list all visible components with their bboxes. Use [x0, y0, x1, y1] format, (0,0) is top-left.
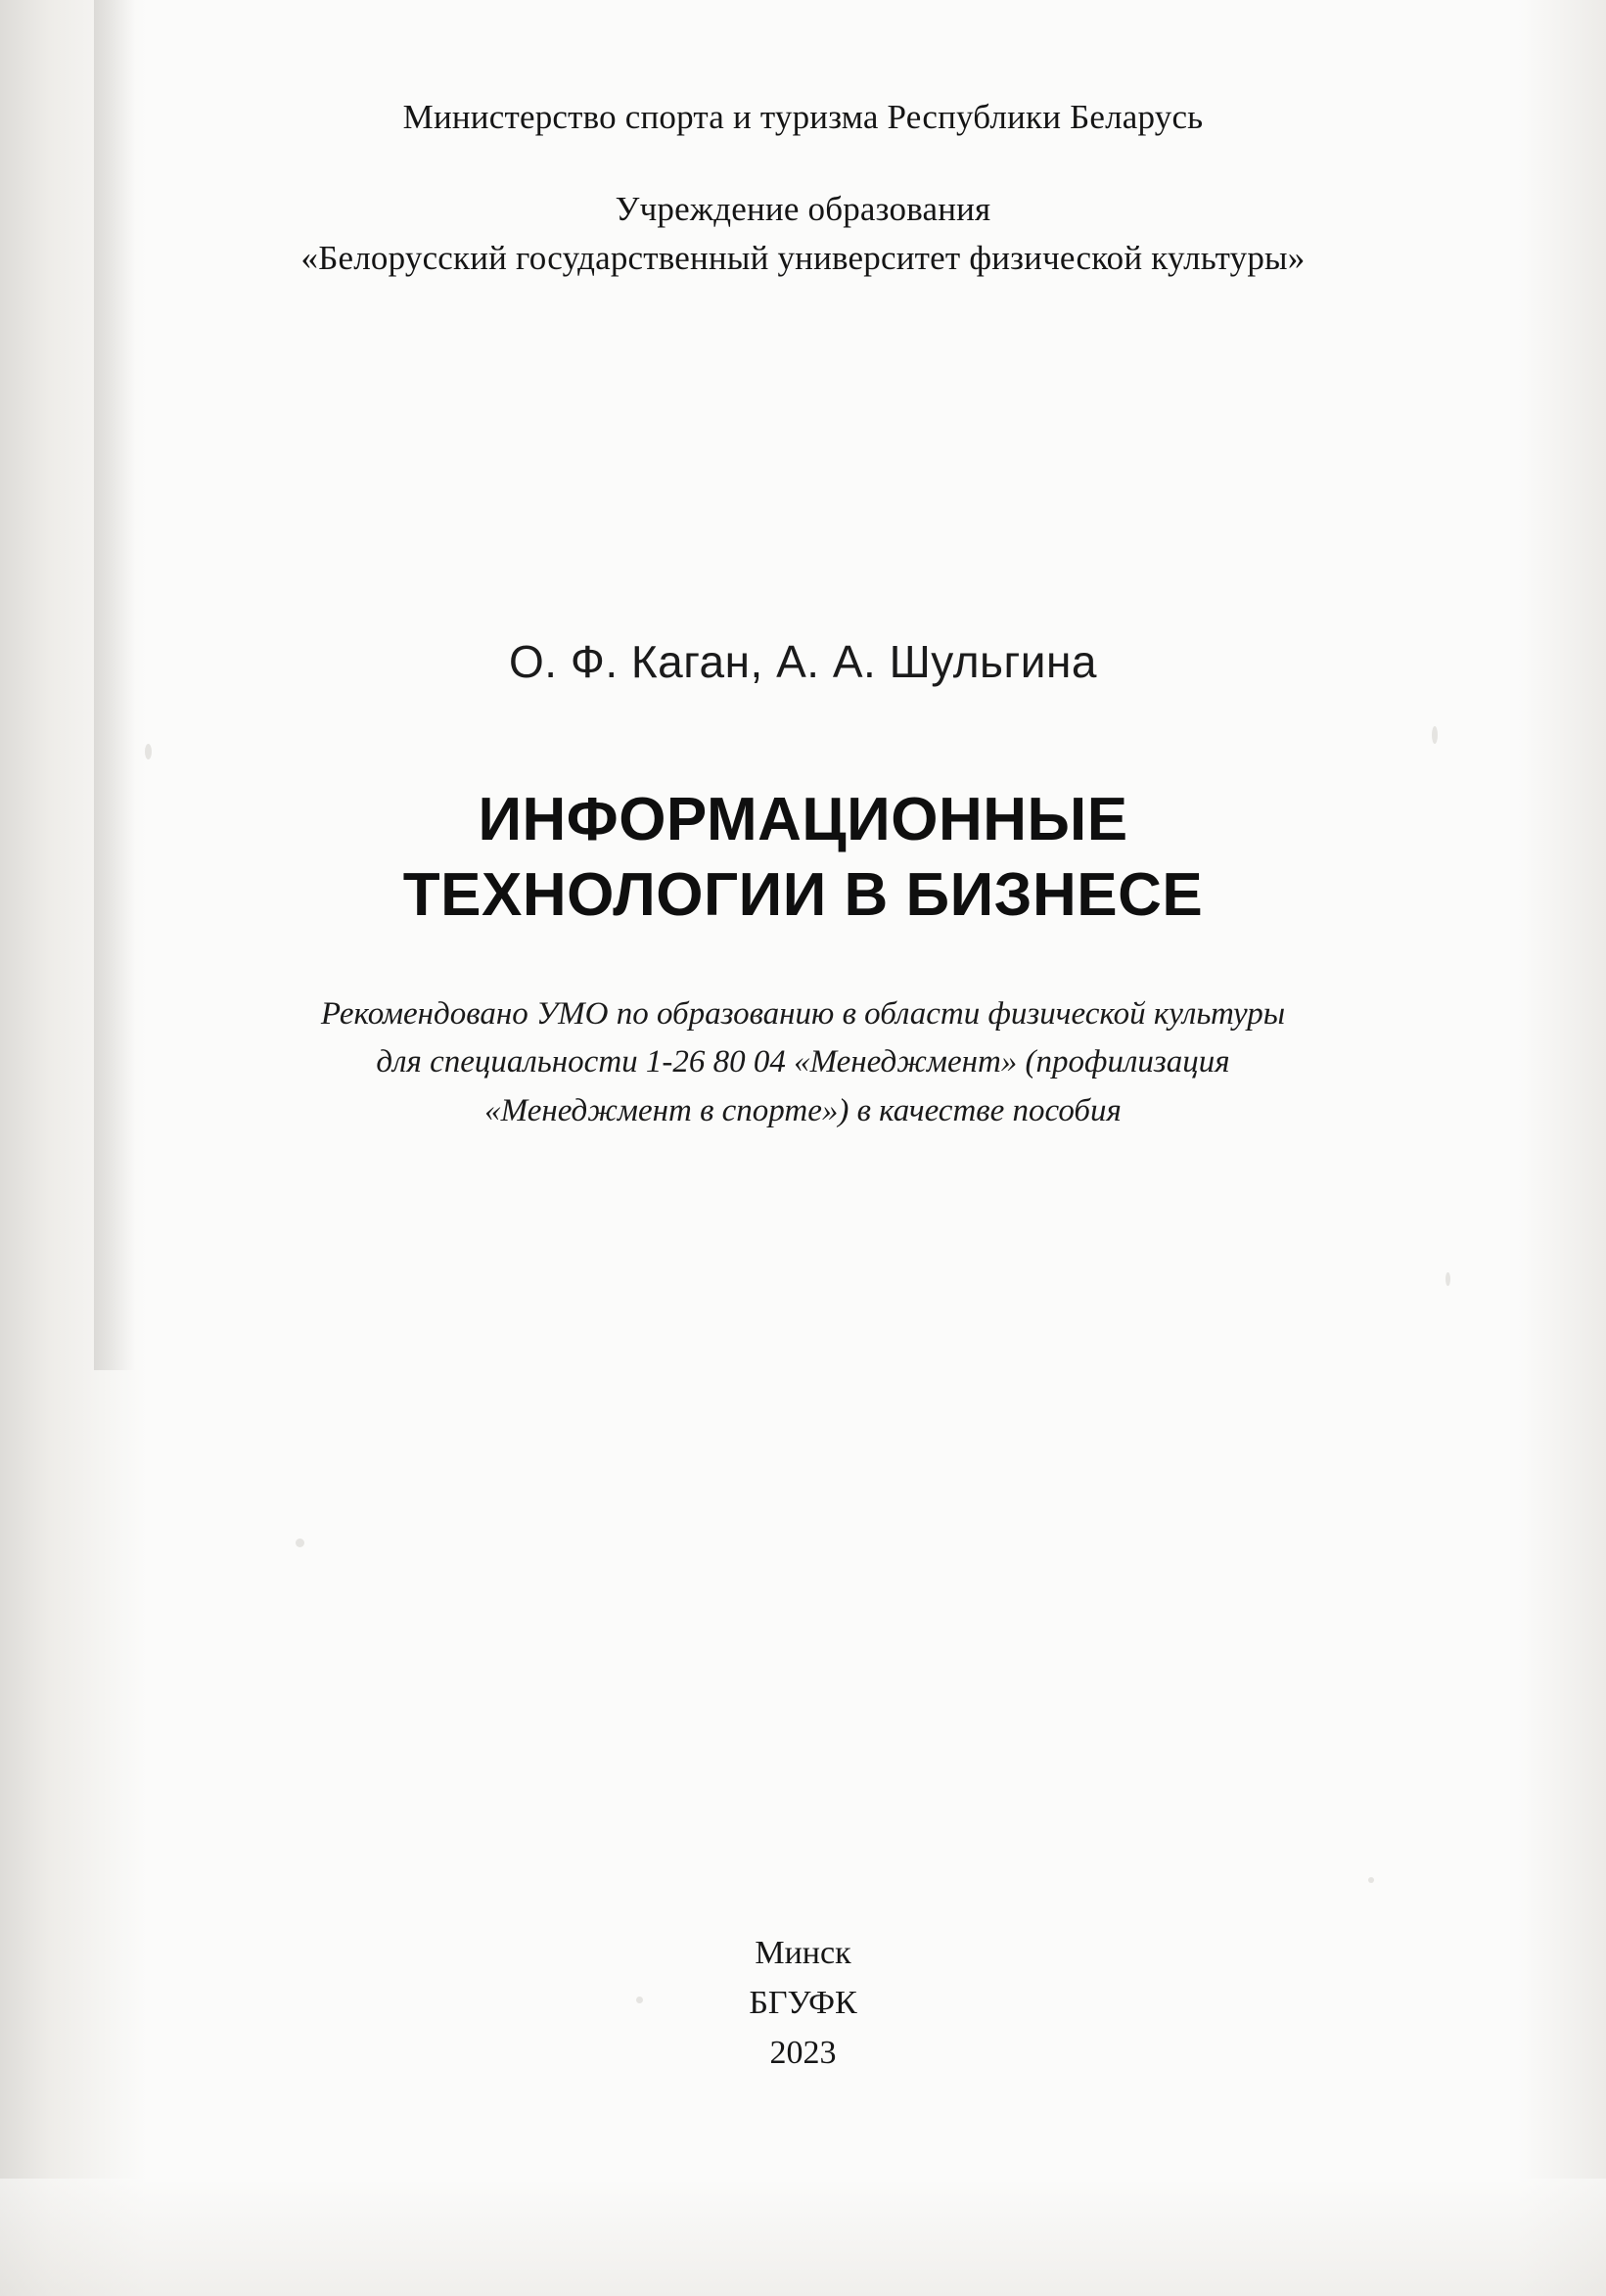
recommendation-line-2: для специальности 1-26 80 04 «Менеджмент» (профилизация: [376, 1044, 1230, 1080]
title-line-1: ИНФОРМАЦИОННЫЕ: [478, 785, 1128, 853]
publisher-block: [226, 94, 1381, 283]
imprint-city: Минск: [755, 1935, 851, 1971]
page-title: [226, 782, 1381, 934]
title-line-2: ТЕХНОЛОГИИ В БИЗНЕСЕ: [402, 861, 1204, 930]
imprint-block: [0, 1928, 1606, 2078]
institution-line-1: Учреждение образования: [615, 190, 991, 229]
ministry-line: Министерство спорта и туризма Республики Беларусь: [402, 98, 1204, 136]
scan-streak: [94, 0, 135, 1370]
scan-speck: [1432, 726, 1438, 744]
institution-line-2: «Белорусский государственный университет физической культуры»: [300, 238, 1306, 277]
authors-line: О. Ф. Каган, А. А. Шульгина: [509, 635, 1097, 687]
institution-block: [226, 185, 1381, 282]
recommendation-line-1: Рекомендовано УМО по образованию в области физической культуры: [320, 995, 1286, 1032]
scan-speck: [145, 744, 152, 759]
scan-edge-shadow-bottom: [0, 2179, 1606, 2296]
recommendation-block: [226, 990, 1381, 1136]
scan-speck: [296, 1538, 304, 1547]
recommendation-line-3: «Менеджмент в спорте») в качестве пособия: [484, 1092, 1122, 1128]
page-content: [226, 0, 1381, 1135]
imprint-year: 2023: [769, 2035, 837, 2071]
scan-speck: [1368, 1877, 1374, 1883]
imprint-publisher: БГУФК: [749, 1985, 857, 2021]
scan-speck: [1445, 1272, 1450, 1286]
